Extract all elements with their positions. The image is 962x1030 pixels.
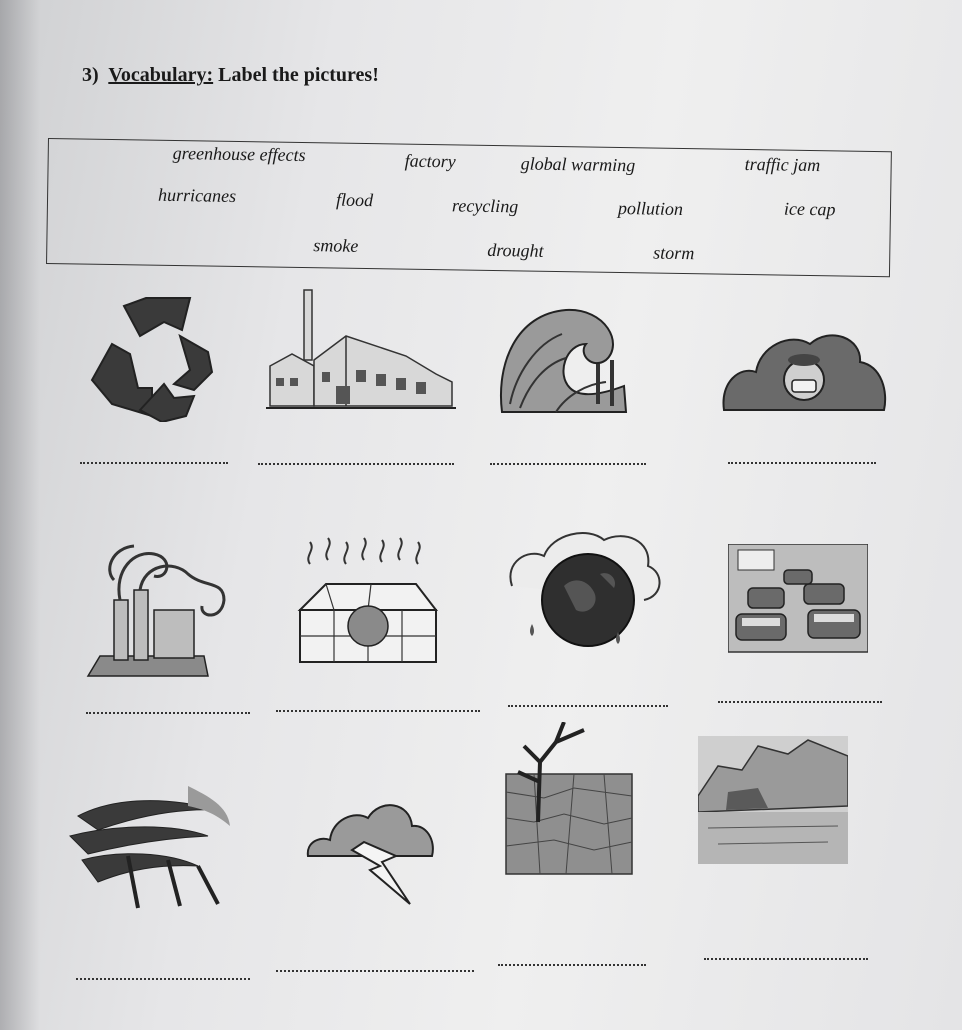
flood-wave-icon: [496, 304, 628, 416]
word-bank-item: greenhouse effects: [172, 142, 306, 166]
word-bank-item: flood: [335, 189, 374, 211]
answer-line[interactable]: [508, 705, 668, 707]
hot-globe-icon: [504, 526, 664, 650]
storm-cloud-lightning-icon: [306, 796, 436, 912]
exercise-number: 3): [82, 64, 99, 86]
smoking-chimneys-icon: [84, 540, 232, 682]
factory-icon: [266, 286, 456, 412]
hurricane-trees-icon: [68, 786, 230, 910]
greenhouse-icon: [296, 532, 440, 664]
answer-line[interactable]: [728, 462, 876, 464]
word-bank-item: recycling: [451, 195, 519, 217]
word-bank-item: factory: [404, 150, 456, 172]
answer-line[interactable]: [498, 964, 646, 966]
word-bank-item: ice cap: [783, 198, 836, 220]
answer-line[interactable]: [80, 462, 228, 464]
word-bank-item: smoke: [313, 235, 359, 256]
word-bank-item: storm: [653, 242, 695, 264]
answer-line[interactable]: [276, 710, 480, 712]
recycling-symbol-icon: [82, 292, 222, 422]
word-bank-item: pollution: [617, 197, 684, 219]
word-bank-item: drought: [487, 239, 544, 261]
exercise-heading: [82, 64, 379, 87]
exercise-title-underlined: Vocabulary:: [108, 64, 214, 86]
exercise-title-rest: Label the pictures!: [218, 64, 379, 86]
answer-line[interactable]: [86, 712, 250, 714]
word-bank-item: traffic jam: [744, 153, 821, 176]
answer-line[interactable]: [490, 463, 646, 465]
traffic-jam-icon: [728, 544, 868, 654]
answer-line[interactable]: [276, 970, 474, 972]
word-bank-item: hurricanes: [157, 184, 237, 206]
word-bank-item: global warming: [520, 153, 636, 176]
answer-line[interactable]: [718, 701, 882, 703]
melting-ice-cap-icon: [698, 736, 848, 866]
answer-line[interactable]: [258, 463, 454, 465]
drought-dead-tree-icon: [504, 722, 636, 876]
smog-cloud-icon: [720, 322, 888, 414]
page-shadow: [0, 0, 40, 1030]
answer-line[interactable]: [704, 958, 868, 960]
answer-line[interactable]: [76, 978, 250, 980]
word-bank-box: [46, 138, 892, 277]
